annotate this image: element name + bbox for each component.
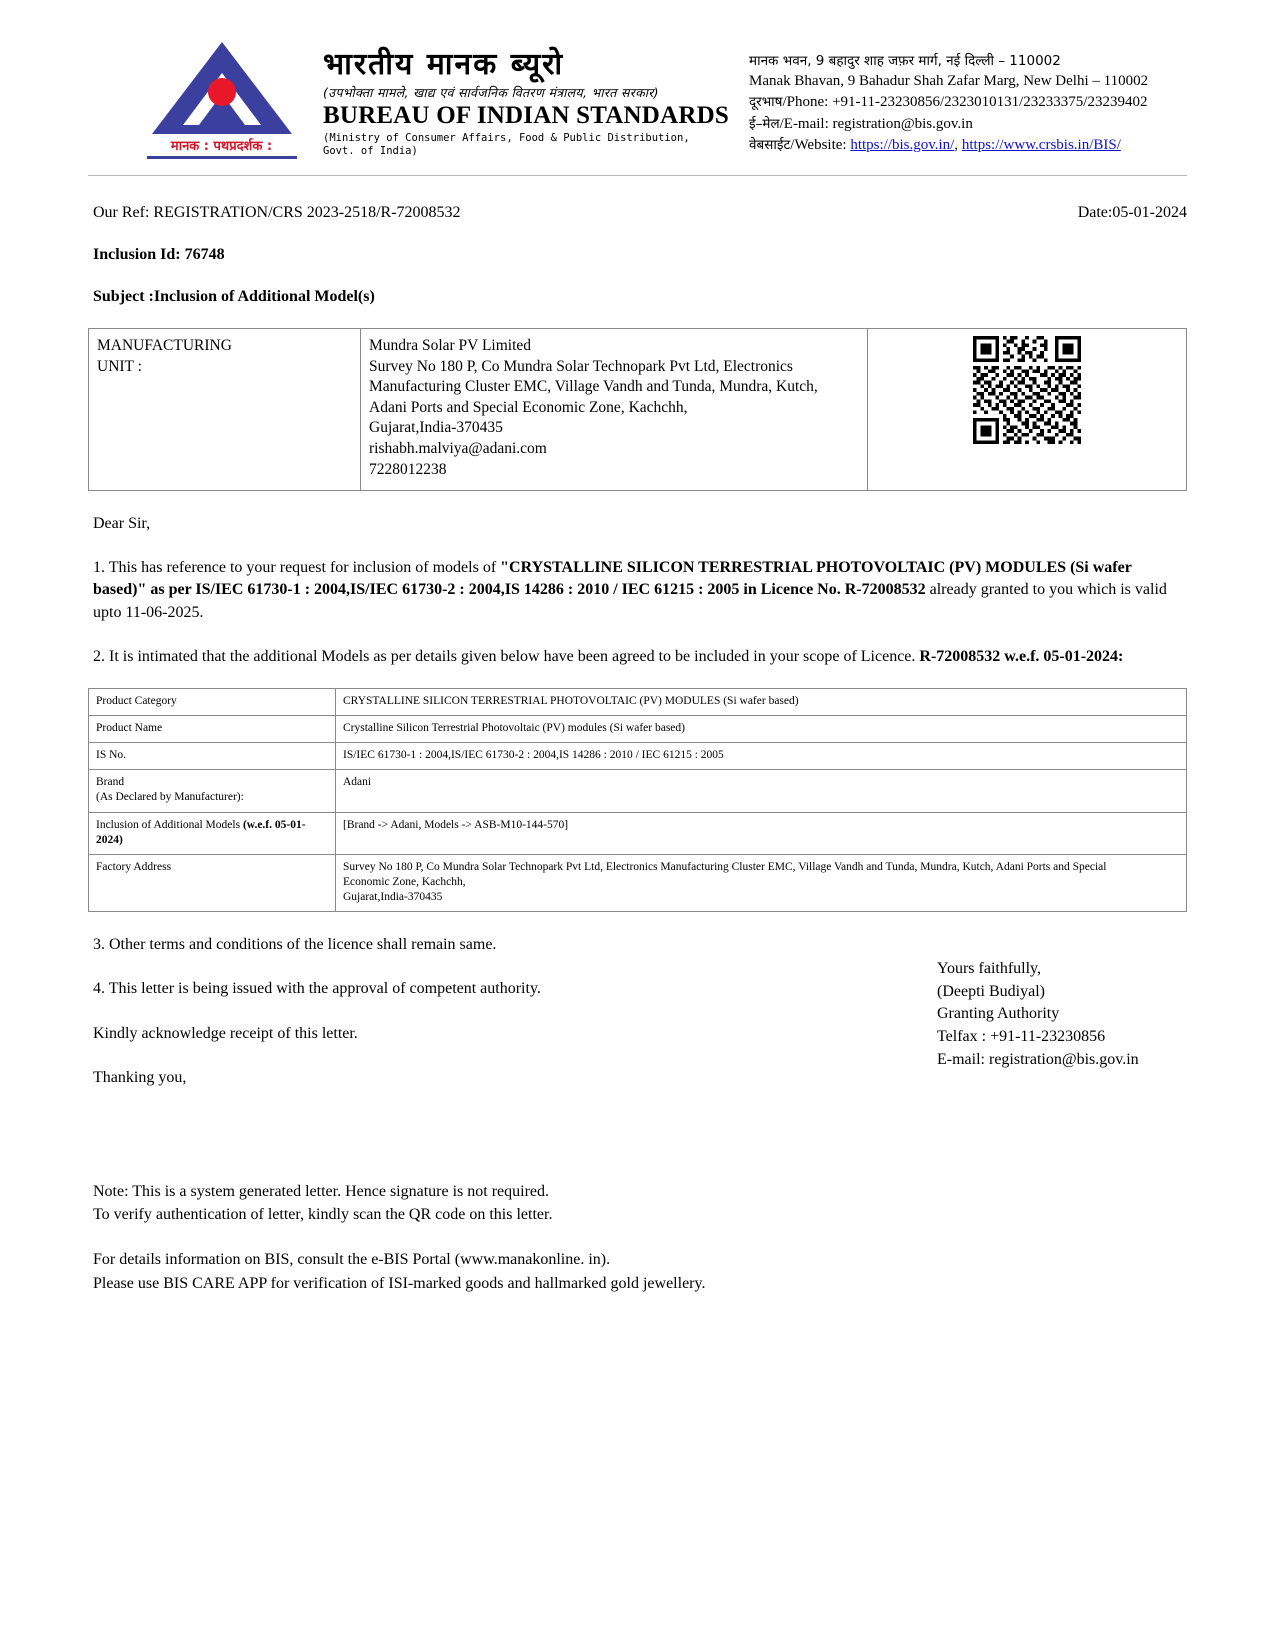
- qr-code-cell: [868, 329, 1187, 491]
- phone-value: +91-11-23230856/2323010131/23233375/23239402: [832, 94, 1148, 111]
- note-system-generated: Note: This is a system generated letter. Hence signature is not required.: [93, 1183, 550, 1200]
- our-ref: Our Ref: REGISTRATION/CRS 2023-2518/R-72008532: [93, 204, 461, 221]
- row-value-product-category: CRYSTALLINE SILICON TERRESTRIAL PHOTOVOLTAIC (PV) MODULES (Si wafer based): [336, 688, 1187, 715]
- manufacturing-unit-table: [88, 328, 1187, 491]
- paragraph-1-bold: "CRYSTALLINE SILICON TERRESTRIAL PHOTOVOLTAIC (PV) MODULES (Si wafer based)" as per IS/IEC 61730-1 : 2004,IS/IEC 61730-2 : 2004,IS 14286 : 2010 / IEC 61215 : 2005 in Licence No. R-72008532: [93, 559, 1132, 599]
- bis-logo: [134, 38, 309, 159]
- model-details-table: [88, 688, 1187, 913]
- subject-line: Subject :Inclusion of Additional Model(s): [93, 288, 375, 305]
- email-line: [749, 114, 1187, 135]
- table-row: [89, 854, 1187, 912]
- org-name-hindi: भारतीय मानक ब्यूरो: [323, 47, 565, 82]
- mfg-line-6: 7228012238: [369, 460, 447, 478]
- reference-row: [88, 204, 1187, 222]
- ministry-english-line1: (Ministry of Consumer Affairs, Food & Public Distribution,: [323, 132, 690, 144]
- row-label-factory-address: Factory Address: [89, 854, 336, 912]
- row-label-product-category: Product Category: [89, 688, 336, 715]
- paragraph-1-part-a: 1. This has reference to your request for inclusion of models of: [93, 559, 501, 577]
- row-label-inclusion-date: (w.e.f. 05-01-2024): [96, 818, 306, 846]
- address-hindi: मानक भवन, 9 बहादुर शाह जफ़र मार्ग, नई दिल्ली – 110002: [749, 53, 1061, 69]
- org-name-english: BUREAU OF INDIAN STANDARDS: [323, 102, 729, 129]
- email-label-hindi: ई–मेल: [749, 115, 780, 132]
- row-value-product-name: Crystalline Silicon Terrestrial Photovoltaic (PV) modules (Si wafer based): [336, 715, 1187, 742]
- row-label-inclusion-models: [89, 812, 336, 854]
- acknowledge-line: Kindly acknowledge receipt of this letter.: [93, 1024, 358, 1042]
- website-label-hindi: वेबसाईट: [749, 137, 791, 154]
- signatory-email: E-mail: registration@bis.gov.in: [937, 1050, 1139, 1068]
- row-label-product-name: Product Name: [89, 715, 336, 742]
- mfg-line-3: Adani Ports and Special Economic Zone, Kachchh,: [369, 398, 688, 416]
- table-row: [89, 743, 1187, 770]
- manufacturing-unit-label-line1: MANUFACTURING: [97, 337, 232, 354]
- paragraph-3: 3. Other terms and conditions of the licence shall remain same.: [93, 936, 497, 954]
- ministry-english: [323, 132, 743, 158]
- row-value-is-no: IS/IEC 61730-1 : 2004,IS/IEC 61730-2 : 2004,IS 14286 : 2010 / IEC 61215 : 2005: [336, 743, 1187, 770]
- contact-details: [743, 38, 1187, 156]
- website-separator: ,: [954, 137, 962, 154]
- table-row: [89, 770, 1187, 812]
- paragraph-2-part-a: 2. It is intimated that the additional Models as per details given below have been agreed to be included in your scope of Licence.: [93, 647, 920, 665]
- phone-label-english: /Phone:: [782, 94, 833, 111]
- qr-code-icon: [973, 336, 1081, 444]
- row-value-factory-address: [336, 854, 1187, 912]
- note-ebis-portal: For details information on BIS, consult the e-BIS Portal (www.manakonline. in).: [93, 1251, 611, 1269]
- paragraph-1: [88, 557, 1187, 623]
- manufacturing-unit-label-line2: UNIT :: [97, 357, 142, 375]
- table-row: [89, 715, 1187, 742]
- mfg-line-0: Mundra Solar PV Limited: [369, 337, 532, 354]
- website-link-crsbis[interactable]: https://www.crsbis.in/BIS/: [961, 137, 1121, 154]
- website-link-bis[interactable]: https://bis.gov.in/: [850, 137, 955, 154]
- inclusion-id: Inclusion Id: 76748: [93, 246, 225, 263]
- phone-line: [749, 92, 1187, 113]
- address-english: Manak Bhavan, 9 Bahadur Shah Zafar Marg, New Delhi – 110002: [749, 73, 1149, 90]
- letter-date: Date:05-01-2024: [1077, 204, 1187, 221]
- row-label-inclusion-text: Inclusion of Additional Models: [96, 818, 243, 831]
- mfg-line-2: Manufacturing Cluster EMC, Village Vandh and Tunda, Mundra, Kutch,: [369, 378, 818, 396]
- row-label-brand-line2: (As Declared by Manufacturer):: [96, 791, 244, 804]
- table-row: [89, 688, 1187, 715]
- paragraph-1-part-b: already granted to you which is valid upto 11-06-2025.: [93, 581, 1167, 621]
- website-label-english: /Website:: [790, 137, 851, 154]
- thanking-line: Thanking you,: [93, 1068, 187, 1086]
- paragraph-2-bold: R-72008532 w.e.f. 05-01-2024:: [919, 647, 1124, 665]
- paragraph-2: [88, 646, 1187, 668]
- organization-name-block: [309, 38, 743, 158]
- signatory-designation: Granting Authority: [937, 1005, 1060, 1023]
- table-row: [89, 812, 1187, 854]
- email-label-english: /E-mail:: [779, 115, 833, 132]
- factory-address-line2: Economic Zone, Kachchh,: [343, 876, 466, 889]
- signatory-name: (Deepti Budiyal): [937, 982, 1045, 1000]
- letterhead-header: [88, 0, 1187, 159]
- paragraph-4: 4. This letter is being issued with the approval of competent authority.: [93, 980, 541, 998]
- ministry-english-line2: Govt. of India): [323, 145, 418, 158]
- row-value-inclusion-models: [Brand -> Adani, Models -> ASB-M10-144-570]: [336, 812, 1187, 854]
- manufacturing-unit-label: [89, 329, 361, 491]
- manufacturing-unit-value: [361, 329, 868, 491]
- logo-tagline: मानक : पथप्रदर्शक :: [170, 139, 273, 154]
- website-line: [749, 135, 1187, 156]
- mfg-line-1: Survey No 180 P, Co Mundra Solar Technopark Pvt Ltd, Electronics: [369, 357, 793, 375]
- logo-underline: [147, 156, 297, 159]
- row-label-brand-line1: Brand: [96, 776, 125, 789]
- ministry-hindi: (उपभोक्ता मामले, खाद्य एवं सार्वजनिक वितरण मंत्रालय, भारत सरकार): [323, 85, 659, 100]
- email-value: registration@bis.gov.in: [832, 115, 973, 132]
- note-bis-care-app: Please use BIS CARE APP for verification of ISI-marked goods and hallmarked gold jewellery.: [93, 1274, 706, 1292]
- salutation: Dear Sir,: [93, 515, 151, 533]
- signature-block: [937, 958, 1187, 1072]
- footer-notes: [93, 1180, 705, 1295]
- factory-address-line1: Survey No 180 P, Co Mundra Solar Technopark Pvt Ltd, Electronics Manufacturing Cluster EMC, Village Vandh and Tunda, Mundra, Kutch, Adani Ports and Special: [343, 860, 1107, 873]
- row-value-brand: Adani: [336, 770, 1187, 812]
- mfg-line-4: Gujarat,India-370435: [369, 419, 503, 437]
- note-qr-verify: To verify authentication of letter, kindly scan the QR code on this letter.: [93, 1206, 553, 1224]
- row-label-brand: [89, 770, 336, 812]
- signatory-telfax: Telfax : +91-11-23230856: [937, 1028, 1106, 1046]
- header-divider: [88, 175, 1187, 176]
- signature-salutation: Yours faithfully,: [937, 960, 1042, 977]
- row-label-is-no: IS No.: [89, 743, 336, 770]
- mfg-line-5: rishabh.malviya@adani.com: [369, 440, 547, 458]
- factory-address-line3: Gujarat,India-370435: [343, 891, 443, 904]
- table-row: [89, 329, 1187, 491]
- bis-logo-icon: [152, 42, 292, 134]
- phone-label-hindi: दूरभाष: [749, 94, 783, 111]
